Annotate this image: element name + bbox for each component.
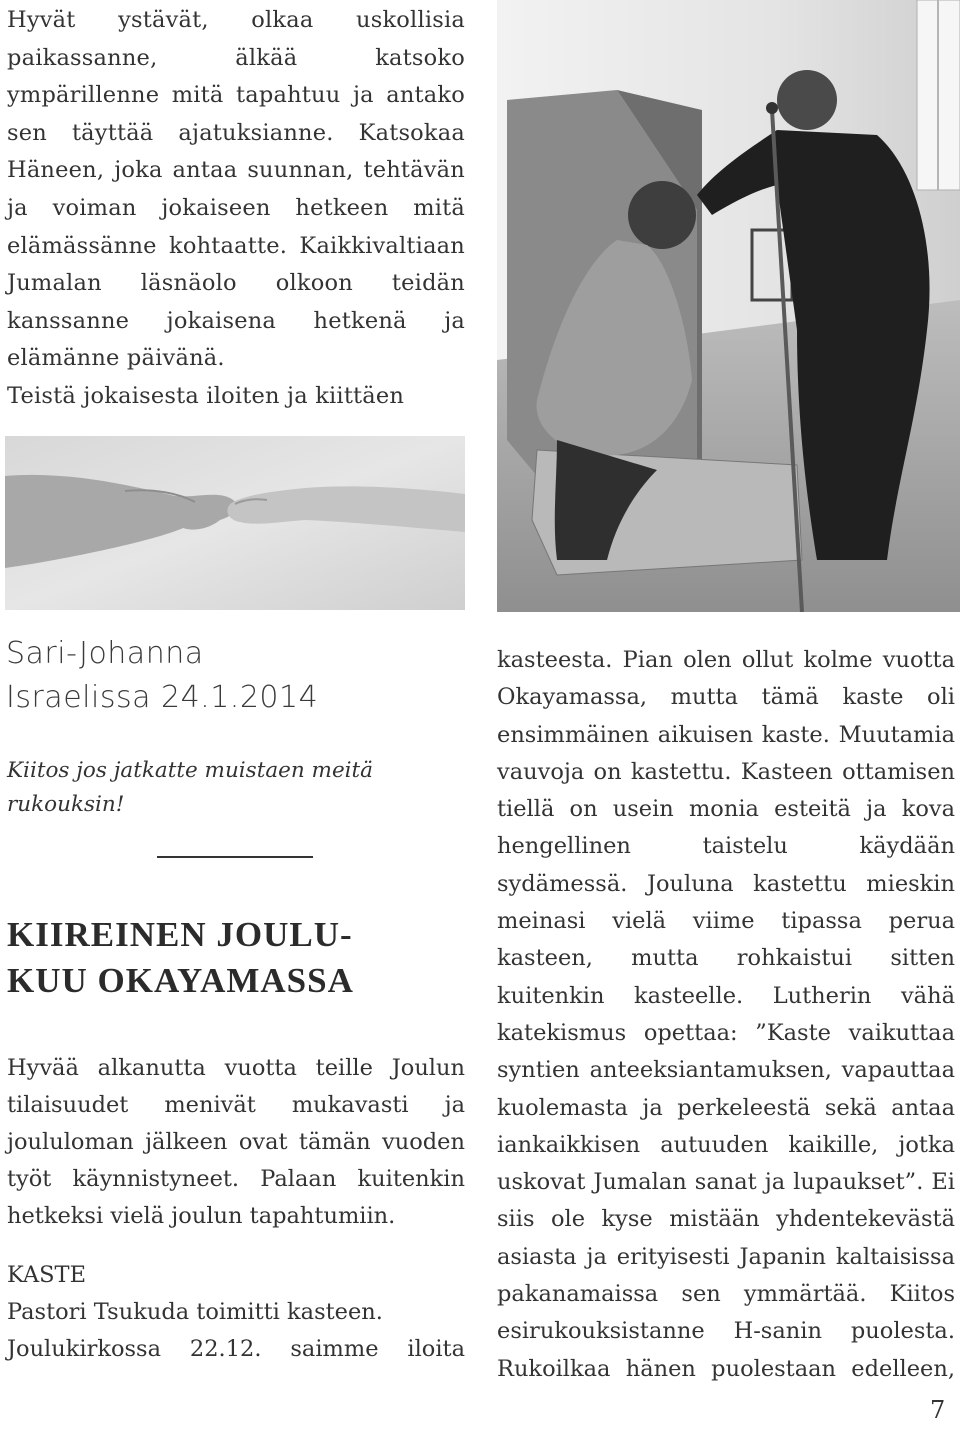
prayer-note: Kiitos jos jatkatte muistaen meitä rukouksin! bbox=[7, 758, 374, 817]
intro-closing: Teistä jokaisesta iloiten ja kiittäen bbox=[7, 382, 405, 409]
intro-paragraph: Hyvät ystävät, olkaa uskollisia paikassanne, älkää katsoko ympärillenne mitä tapahtuu ja antako sen täyttää ajatuksianne. Katsokaa Häneen, joka antaa suunnan, tehtävän ja voiman jokaiseen hetkeen mitä elämässänne kohtaatte. Kaikkivaltiaan Jumalan läsnäolo olkoon teidän kanssanne jokaisena hetkenä ja elämänne päivänä. bbox=[7, 7, 465, 372]
kneeling-man bbox=[628, 181, 696, 249]
section-divider bbox=[157, 856, 313, 858]
baptism-photo bbox=[497, 0, 960, 612]
article-heading-line1: KIIREINEN JOULU- bbox=[7, 915, 353, 954]
intro-text bbox=[7, 2, 465, 416]
article-heading bbox=[7, 912, 465, 1004]
kaste-line-2: Joulukirkossa 22.12. saimme iloita bbox=[7, 1336, 465, 1362]
signature-name: Sari-Johanna bbox=[6, 636, 204, 671]
hands-photo bbox=[5, 436, 465, 610]
kaste-subheading: KASTE bbox=[7, 1262, 86, 1288]
page-number: 7 bbox=[930, 1396, 946, 1424]
article-left-column bbox=[7, 1050, 465, 1368]
pastor bbox=[777, 70, 837, 130]
signature-place-date: Israelissa 24.1.2014 bbox=[6, 680, 319, 715]
article-heading-line2: KUU OKAYAMASSA bbox=[7, 961, 354, 1000]
kaste-line-1: Pastori Tsukuda toimitti kasteen. bbox=[7, 1299, 383, 1325]
article-lead: Hyvää alkanutta vuotta teille Joulun tilaisuudet menivät mukavasti ja joululoman jälkeen ovat tämän vuoden työt käynnistyneet. Palaan kuitenkin hetkeksi vielä joulun tapahtumiin. bbox=[7, 1055, 465, 1229]
article-right-column: kasteesta. Pian olen ollut kolme vuotta Okayamassa, mutta tämä kaste oli ensimmäinen aikuisen kaste. Muutamia vauvoja on kastettu. Kasteen ottamisen tiellä on usein monia esteitä ja kova hengellinen taistelu käydään sydämessä. Jouluna kastettu mieskin meinasi vielä viime tipassa perua kasteen, mutta rohkaistui sitten kuitenkin kasteelle. Lutherin vähä katekismus opettaa: ”Kaste vaikuttaa syntien anteeksiantamuksen, vapauttaa kuolemasta ja perkeleestä sekä antaa iankaikkisen autuuden kaikille, jotka uskovat Jumalan sanat ja lupaukset”. Ei siis ole kyse mistään yhdentekevästä asiasta ja erityisesti Japanin kaltaisissa pakanamaissa sen ymmärtää. Kiitos esirukouksistanne H-sanin puolesta. Rukoilkaa hänen puolestaan edelleen, bbox=[497, 647, 955, 1382]
